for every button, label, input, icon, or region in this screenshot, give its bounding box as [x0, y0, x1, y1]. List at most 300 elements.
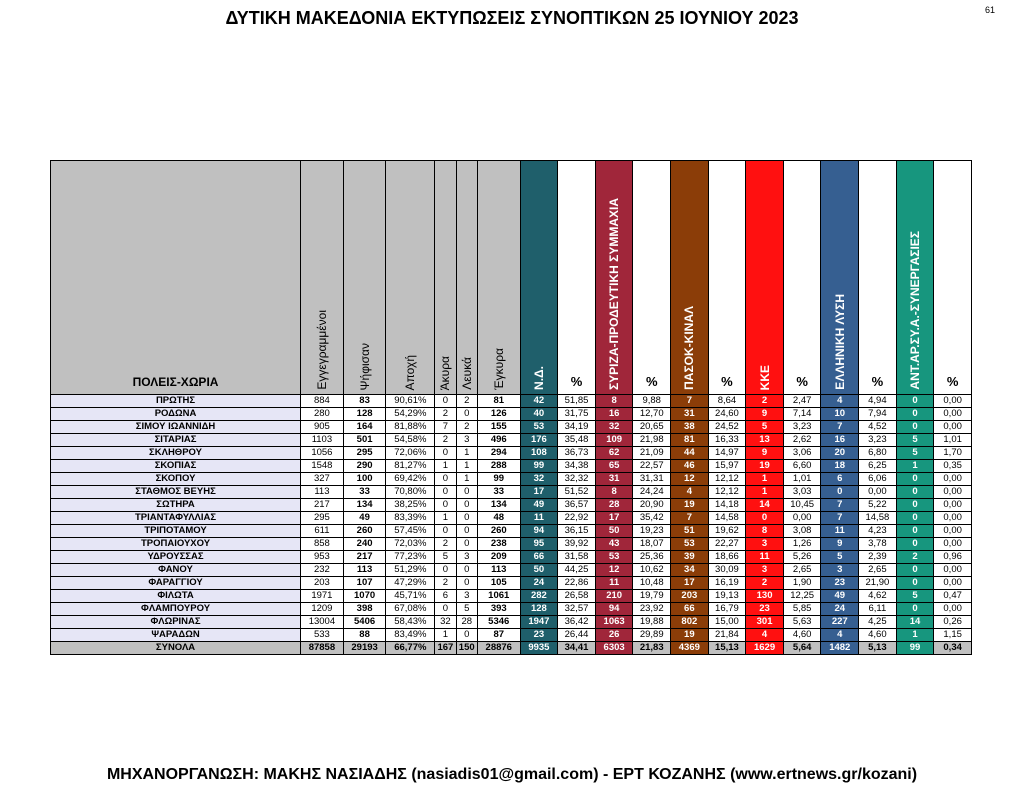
cell-pasok-pct: 21,84 [708, 629, 746, 642]
cell-ellisi-votes: 16 [821, 434, 859, 447]
cell-antarsya-pct: 0,00 [934, 499, 972, 512]
cell-pasok-votes: 34 [671, 564, 709, 577]
cell-kke-pct: 5,85 [783, 603, 821, 616]
cell-invalid: 1 [435, 629, 456, 642]
cell-registered: 327 [301, 473, 344, 486]
cell-blank: 3 [456, 590, 477, 603]
cell-nd-votes: 40 [520, 408, 558, 421]
cell-nd-votes: 282 [520, 590, 558, 603]
cell-valid: 155 [477, 421, 520, 434]
cell-invalid: 0 [435, 525, 456, 538]
cell-nd-pct: 34,41 [558, 642, 596, 655]
cell-pasok-pct: 14,58 [708, 512, 746, 525]
cell-registered: 611 [301, 525, 344, 538]
cell-pasok-votes: 53 [671, 538, 709, 551]
cell-abstention: 58,43% [386, 616, 435, 629]
cell-abstention: 81,27% [386, 460, 435, 473]
cell-ellisi-pct: 4,23 [859, 525, 897, 538]
header-party-kke: ΚΚΕ [746, 161, 784, 395]
cell-name: ΣΥΝΟΛΑ [51, 642, 301, 655]
cell-kke-votes: 0 [746, 512, 784, 525]
cell-blank: 1 [456, 460, 477, 473]
cell-syriza-pct: 21,98 [633, 434, 671, 447]
cell-name: ΥΔΡΟΥΣΣΑΣ [51, 551, 301, 564]
cell-nd-pct: 34,19 [558, 421, 596, 434]
cell-name: ΤΡΙΠΟΤΑΜΟΥ [51, 525, 301, 538]
cell-registered: 295 [301, 512, 344, 525]
cell-voted: 29193 [343, 642, 386, 655]
cell-ellisi-pct: 3,78 [859, 538, 897, 551]
cell-voted: 290 [343, 460, 386, 473]
cell-abstention: 54,58% [386, 434, 435, 447]
cell-ellisi-pct: 14,58 [859, 512, 897, 525]
cell-antarsya-pct: 0,00 [934, 408, 972, 421]
cell-nd-pct: 22,86 [558, 577, 596, 590]
cell-kke-pct: 2,62 [783, 434, 821, 447]
cell-antarsya-pct: 0,00 [934, 421, 972, 434]
cell-name: ΣΚΟΠΟΥ [51, 473, 301, 486]
cell-kke-pct: 5,63 [783, 616, 821, 629]
cell-nd-pct: 31,58 [558, 551, 596, 564]
cell-nd-pct: 51,85 [558, 395, 596, 408]
cell-antarsya-votes: 0 [896, 395, 934, 408]
cell-antarsya-pct: 0,00 [934, 538, 972, 551]
cell-pasok-votes: 39 [671, 551, 709, 564]
cell-voted: 134 [343, 499, 386, 512]
cell-registered: 232 [301, 564, 344, 577]
cell-registered: 87858 [301, 642, 344, 655]
page-title: ΔΥΤΙΚΗ ΜΑΚΕΔΟΝΙΑ ΕΚΤΥΠΩΣΕΙΣ ΣΥΝΟΠΤΙΚΩΝ 25 ΙΟΥΝΙΟΥ 2023 [225, 8, 799, 28]
cell-nd-pct: 36,73 [558, 447, 596, 460]
cell-antarsya-pct: 0,96 [934, 551, 972, 564]
cell-invalid: 0 [435, 486, 456, 499]
cell-valid: 134 [477, 499, 520, 512]
cell-antarsya-votes: 5 [896, 590, 934, 603]
cell-pasok-pct: 15,97 [708, 460, 746, 473]
cell-blank: 3 [456, 434, 477, 447]
cell-ellisi-votes: 20 [821, 447, 859, 460]
cell-ellisi-votes: 4 [821, 629, 859, 642]
cell-blank: 0 [456, 629, 477, 642]
cell-kke-votes: 301 [746, 616, 784, 629]
cell-antarsya-pct: 1,70 [934, 447, 972, 460]
cell-invalid: 1 [435, 512, 456, 525]
cell-syriza-votes: 43 [595, 538, 633, 551]
cell-ellisi-pct: 0,00 [859, 486, 897, 499]
cell-pasok-votes: 7 [671, 512, 709, 525]
cell-valid: 28876 [477, 642, 520, 655]
cell-registered: 113 [301, 486, 344, 499]
cell-valid: 113 [477, 564, 520, 577]
cell-nd-votes: 53 [520, 421, 558, 434]
cell-pasok-pct: 24,60 [708, 408, 746, 421]
table-row [51, 447, 972, 460]
cell-invalid: 0 [435, 395, 456, 408]
cell-name: ΣΩΤΗΡΑ [51, 499, 301, 512]
cell-valid: 48 [477, 512, 520, 525]
cell-kke-pct: 1,01 [783, 473, 821, 486]
cell-pasok-pct: 16,33 [708, 434, 746, 447]
cell-ellisi-votes: 7 [821, 512, 859, 525]
cell-pasok-pct: 24,52 [708, 421, 746, 434]
header-pct-kke: % [783, 161, 821, 395]
cell-pasok-pct: 14,97 [708, 447, 746, 460]
cell-syriza-pct: 9,88 [633, 395, 671, 408]
cell-nd-pct: 36,15 [558, 525, 596, 538]
cell-nd-votes: 24 [520, 577, 558, 590]
cell-kke-votes: 1629 [746, 642, 784, 655]
cell-pasok-pct: 14,18 [708, 499, 746, 512]
header-row [51, 161, 972, 395]
cell-ellisi-votes: 3 [821, 564, 859, 577]
cell-nd-pct: 36,57 [558, 499, 596, 512]
cell-syriza-votes: 65 [595, 460, 633, 473]
cell-antarsya-votes: 1 [896, 460, 934, 473]
cell-syriza-votes: 1063 [595, 616, 633, 629]
cell-ellisi-votes: 227 [821, 616, 859, 629]
cell-kke-votes: 3 [746, 564, 784, 577]
cell-syriza-votes: 28 [595, 499, 633, 512]
cell-blank: 0 [456, 512, 477, 525]
cell-kke-pct: 6,60 [783, 460, 821, 473]
cell-ellisi-votes: 7 [821, 499, 859, 512]
cell-nd-pct: 26,58 [558, 590, 596, 603]
cell-abstention: 57,45% [386, 525, 435, 538]
cell-nd-votes: 95 [520, 538, 558, 551]
cell-ellisi-pct: 6,80 [859, 447, 897, 460]
cell-invalid: 167 [435, 642, 456, 655]
header-party-nd: Ν.Δ. [520, 161, 558, 395]
table-row [51, 603, 972, 616]
cell-name: ΨΑΡΑΔΩΝ [51, 629, 301, 642]
cell-syriza-pct: 19,79 [633, 590, 671, 603]
cell-registered: 533 [301, 629, 344, 642]
cell-invalid: 0 [435, 603, 456, 616]
cell-nd-pct: 26,44 [558, 629, 596, 642]
cell-kke-pct: 3,03 [783, 486, 821, 499]
cell-voted: 217 [343, 551, 386, 564]
cell-name: ΦΑΝΟΥ [51, 564, 301, 577]
cell-antarsya-pct: 0,26 [934, 616, 972, 629]
cell-abstention: 83,39% [386, 512, 435, 525]
cell-nd-votes: 49 [520, 499, 558, 512]
cell-syriza-votes: 94 [595, 603, 633, 616]
cell-pasok-votes: 66 [671, 603, 709, 616]
cell-kke-votes: 5 [746, 421, 784, 434]
cell-nd-votes: 50 [520, 564, 558, 577]
cell-abstention: 77,23% [386, 551, 435, 564]
cell-abstention: 51,29% [386, 564, 435, 577]
cell-abstention: 54,29% [386, 408, 435, 421]
cell-ellisi-pct: 4,94 [859, 395, 897, 408]
cell-kke-votes: 9 [746, 447, 784, 460]
header-pct-elliniki-lysi: % [859, 161, 897, 395]
cell-antarsya-votes: 0 [896, 603, 934, 616]
cell-kke-votes: 4 [746, 629, 784, 642]
table-row [51, 512, 972, 525]
cell-antarsya-votes: 1 [896, 629, 934, 642]
cell-antarsya-votes: 0 [896, 499, 934, 512]
cell-ellisi-pct: 4,25 [859, 616, 897, 629]
cell-voted: 501 [343, 434, 386, 447]
cell-kke-votes: 8 [746, 525, 784, 538]
cell-antarsya-votes: 0 [896, 512, 934, 525]
cell-antarsya-votes: 0 [896, 538, 934, 551]
cell-nd-pct: 32,32 [558, 473, 596, 486]
cell-pasok-votes: 38 [671, 421, 709, 434]
cell-antarsya-votes: 14 [896, 616, 934, 629]
cell-syriza-votes: 31 [595, 473, 633, 486]
table-row [51, 590, 972, 603]
cell-syriza-votes: 50 [595, 525, 633, 538]
footer-credits: ΜΗΧΑΝΟΡΓΑΝΩΣΗ: ΜΑΚΗΣ ΝΑΣΙΑΔΗΣ (nasiadis01@gmail.com) - ΕΡΤ ΚΟΖΑΝΗΣ (www.ertnews.gr/kozani) [106, 766, 918, 783]
header-valid: Έγκυρα [477, 161, 520, 395]
cell-voted: 113 [343, 564, 386, 577]
cell-pasok-votes: 4 [671, 486, 709, 499]
cell-antarsya-votes: 0 [896, 486, 934, 499]
cell-ellisi-pct: 6,06 [859, 473, 897, 486]
cell-invalid: 0 [435, 499, 456, 512]
cell-kke-votes: 19 [746, 460, 784, 473]
cell-name: ΦΛΑΜΠΟΥΡΟΥ [51, 603, 301, 616]
cell-blank: 28 [456, 616, 477, 629]
cell-invalid: 2 [435, 577, 456, 590]
cell-name: ΤΡΟΠΑΙΟΥΧΟΥ [51, 538, 301, 551]
cell-blank: 5 [456, 603, 477, 616]
cell-nd-votes: 94 [520, 525, 558, 538]
cell-kke-pct: 1,90 [783, 577, 821, 590]
table-row [51, 564, 972, 577]
cell-abstention: 47,29% [386, 577, 435, 590]
cell-ellisi-pct: 4,60 [859, 629, 897, 642]
cell-syriza-pct: 19,88 [633, 616, 671, 629]
cell-syriza-votes: 8 [595, 395, 633, 408]
cell-pasok-pct: 18,66 [708, 551, 746, 564]
table-row [51, 551, 972, 564]
cell-kke-pct: 3,06 [783, 447, 821, 460]
cell-kke-votes: 9 [746, 408, 784, 421]
table-row [51, 629, 972, 642]
cell-kke-votes: 13 [746, 434, 784, 447]
cell-ellisi-votes: 11 [821, 525, 859, 538]
cell-nd-pct: 34,38 [558, 460, 596, 473]
cell-nd-votes: 23 [520, 629, 558, 642]
cell-abstention: 81,88% [386, 421, 435, 434]
cell-registered: 1056 [301, 447, 344, 460]
cell-abstention: 67,08% [386, 603, 435, 616]
cell-pasok-pct: 15,00 [708, 616, 746, 629]
cell-pasok-pct: 22,27 [708, 538, 746, 551]
cell-valid: 260 [477, 525, 520, 538]
cell-syriza-votes: 109 [595, 434, 633, 447]
cell-nd-votes: 32 [520, 473, 558, 486]
total-row [51, 642, 972, 655]
cell-blank: 0 [456, 564, 477, 577]
cell-kke-votes: 2 [746, 395, 784, 408]
table-row [51, 486, 972, 499]
cell-syriza-pct: 21,09 [633, 447, 671, 460]
cell-valid: 238 [477, 538, 520, 551]
cell-ellisi-pct: 5,13 [859, 642, 897, 655]
cell-kke-pct: 3,08 [783, 525, 821, 538]
table-row [51, 408, 972, 421]
cell-valid: 294 [477, 447, 520, 460]
cell-blank: 150 [456, 642, 477, 655]
cell-kke-pct: 0,00 [783, 512, 821, 525]
cell-invalid: 32 [435, 616, 456, 629]
table-row [51, 616, 972, 629]
cell-nd-votes: 99 [520, 460, 558, 473]
cell-valid: 288 [477, 460, 520, 473]
cell-nd-votes: 128 [520, 603, 558, 616]
cell-kke-votes: 1 [746, 486, 784, 499]
cell-syriza-pct: 23,92 [633, 603, 671, 616]
cell-pasok-pct: 16,19 [708, 577, 746, 590]
cell-invalid: 2 [435, 434, 456, 447]
cell-name: ΦΑΡΑΓΓΙΟΥ [51, 577, 301, 590]
header-voted: Ψήφισαν [343, 161, 386, 395]
cell-antarsya-votes: 2 [896, 551, 934, 564]
cell-invalid: 0 [435, 447, 456, 460]
cell-registered: 1971 [301, 590, 344, 603]
header-invalid: Άκυρα [435, 161, 456, 395]
cell-pasok-pct: 19,13 [708, 590, 746, 603]
cell-blank: 0 [456, 408, 477, 421]
cell-kke-votes: 23 [746, 603, 784, 616]
header-abstention: Αποχή [386, 161, 435, 395]
cell-nd-votes: 9935 [520, 642, 558, 655]
cell-pasok-pct: 15,13 [708, 642, 746, 655]
cell-antarsya-pct: 0,00 [934, 525, 972, 538]
header-name: ΠΟΛΕΙΣ-ΧΩΡΙΑ [51, 161, 301, 395]
cell-ellisi-votes: 23 [821, 577, 859, 590]
cell-pasok-votes: 17 [671, 577, 709, 590]
cell-antarsya-votes: 0 [896, 473, 934, 486]
cell-antarsya-pct: 0,00 [934, 577, 972, 590]
cell-antarsya-votes: 5 [896, 447, 934, 460]
cell-voted: 295 [343, 447, 386, 460]
cell-invalid: 5 [435, 551, 456, 564]
cell-pasok-votes: 81 [671, 434, 709, 447]
cell-name: ΣΚΟΠΙΑΣ [51, 460, 301, 473]
cell-blank: 3 [456, 551, 477, 564]
cell-antarsya-pct: 0,00 [934, 473, 972, 486]
cell-kke-pct: 5,26 [783, 551, 821, 564]
cell-valid: 33 [477, 486, 520, 499]
cell-voted: 83 [343, 395, 386, 408]
cell-syriza-pct: 10,48 [633, 577, 671, 590]
cell-pasok-votes: 12 [671, 473, 709, 486]
cell-voted: 260 [343, 525, 386, 538]
cell-kke-pct: 2,65 [783, 564, 821, 577]
cell-nd-votes: 66 [520, 551, 558, 564]
cell-antarsya-pct: 0,00 [934, 486, 972, 499]
cell-voted: 88 [343, 629, 386, 642]
cell-ellisi-pct: 4,52 [859, 421, 897, 434]
cell-name: ΦΙΛΩΤΑ [51, 590, 301, 603]
cell-syriza-votes: 11 [595, 577, 633, 590]
cell-kke-votes: 14 [746, 499, 784, 512]
cell-invalid: 2 [435, 538, 456, 551]
cell-pasok-pct: 19,62 [708, 525, 746, 538]
cell-ellisi-votes: 49 [821, 590, 859, 603]
cell-syriza-votes: 17 [595, 512, 633, 525]
cell-abstention: 83,49% [386, 629, 435, 642]
cell-abstention: 70,80% [386, 486, 435, 499]
cell-syriza-votes: 6303 [595, 642, 633, 655]
cell-ellisi-votes: 0 [821, 486, 859, 499]
cell-kke-votes: 130 [746, 590, 784, 603]
cell-kke-votes: 3 [746, 538, 784, 551]
cell-registered: 13004 [301, 616, 344, 629]
cell-kke-pct: 4,60 [783, 629, 821, 642]
cell-pasok-pct: 30,09 [708, 564, 746, 577]
cell-nd-pct: 44,25 [558, 564, 596, 577]
cell-voted: 49 [343, 512, 386, 525]
cell-valid: 393 [477, 603, 520, 616]
cell-ellisi-votes: 1482 [821, 642, 859, 655]
cell-antarsya-votes: 0 [896, 421, 934, 434]
cell-syriza-pct: 24,24 [633, 486, 671, 499]
cell-voted: 398 [343, 603, 386, 616]
cell-ellisi-votes: 4 [821, 395, 859, 408]
cell-syriza-pct: 18,07 [633, 538, 671, 551]
cell-abstention: 66,77% [386, 642, 435, 655]
cell-registered: 953 [301, 551, 344, 564]
cell-ellisi-pct: 4,62 [859, 590, 897, 603]
cell-name: ΣΙΤΑΡΙΑΣ [51, 434, 301, 447]
cell-antarsya-votes: 0 [896, 577, 934, 590]
cell-name: ΣΙΜΟΥ ΙΩΑΝΝΙΔΗ [51, 421, 301, 434]
cell-ellisi-pct: 21,90 [859, 577, 897, 590]
cell-invalid: 2 [435, 408, 456, 421]
cell-nd-votes: 176 [520, 434, 558, 447]
cell-blank: 0 [456, 499, 477, 512]
cell-kke-pct: 12,25 [783, 590, 821, 603]
cell-kke-pct: 5,64 [783, 642, 821, 655]
cell-registered: 858 [301, 538, 344, 551]
cell-kke-pct: 7,14 [783, 408, 821, 421]
cell-syriza-votes: 26 [595, 629, 633, 642]
cell-blank: 0 [456, 486, 477, 499]
cell-syriza-pct: 25,36 [633, 551, 671, 564]
cell-antarsya-pct: 0,00 [934, 564, 972, 577]
cell-syriza-pct: 29,89 [633, 629, 671, 642]
cell-registered: 905 [301, 421, 344, 434]
cell-ellisi-votes: 10 [821, 408, 859, 421]
cell-ellisi-votes: 5 [821, 551, 859, 564]
header-pct-nd: % [558, 161, 596, 395]
table-row [51, 525, 972, 538]
cell-ellisi-votes: 9 [821, 538, 859, 551]
cell-pasok-votes: 4369 [671, 642, 709, 655]
cell-registered: 1548 [301, 460, 344, 473]
cell-pasok-pct: 12,12 [708, 473, 746, 486]
cell-syriza-votes: 62 [595, 447, 633, 460]
cell-kke-pct: 1,26 [783, 538, 821, 551]
cell-antarsya-pct: 1,01 [934, 434, 972, 447]
header-pct-antarsya: % [934, 161, 972, 395]
cell-nd-votes: 42 [520, 395, 558, 408]
cell-kke-pct: 2,47 [783, 395, 821, 408]
cell-abstention: 38,25% [386, 499, 435, 512]
results-table [50, 160, 972, 655]
cell-name: ΤΡΙΑΝΤΑΦΥΛΛΙΑΣ [51, 512, 301, 525]
cell-kke-pct: 10,45 [783, 499, 821, 512]
table-row [51, 434, 972, 447]
cell-syriza-pct: 12,70 [633, 408, 671, 421]
cell-syriza-votes: 12 [595, 564, 633, 577]
